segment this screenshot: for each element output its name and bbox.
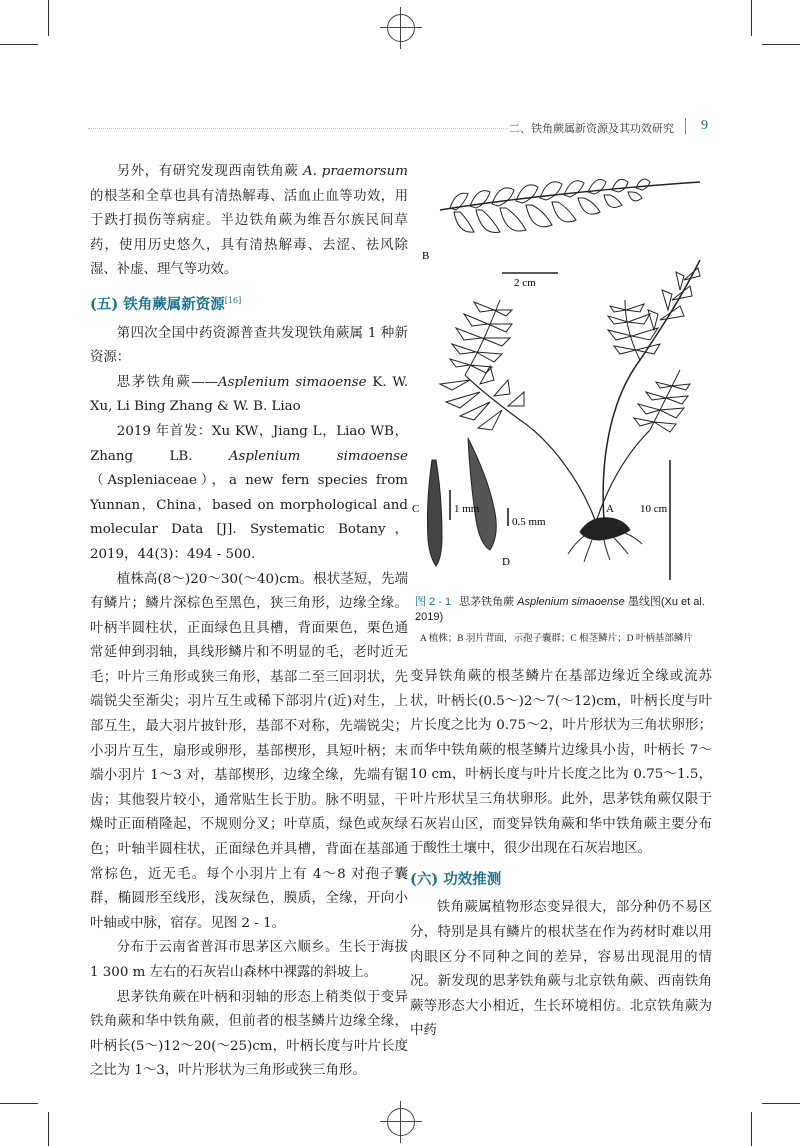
header-separator: [685, 118, 686, 134]
scale-label-1mm: 1 mm: [454, 503, 480, 515]
scale-label-2cm: 2 cm: [514, 277, 536, 289]
latin-name: Asplenium simaoense: [218, 374, 367, 390]
figure-label-d: D: [502, 556, 510, 568]
reference-paragraph: 2019 年首发：Xu KW，Jiang L，Liao WB，Zhang LB. Asplenium simaoense（Aspleniaceae），a new fern species from Yunnan，China，based on morphological and molecular Data [J]. Systematic Botany，2019，44(3)：494 - 500.: [90, 423, 408, 562]
paragraph-efficacy: 铁角蕨属植物形态变异很大，部分种仍不易区分，特别是具有鳞片的根状茎在作为药材时难以用肉眼区分不同种之间的差异，容易出现混用的情况。新发现的思茅铁角蕨与北京铁角蕨、西南铁角蕨等形态大小相近，生长环境相仿。北京铁角蕨为中药: [410, 900, 712, 1039]
figure-caption: 图 2 - 1 思茅铁角蕨 Asplenium simaoense 墨线图(Xu et al. 2019): [415, 596, 705, 623]
section-heading-5: (五) 铁角蕨属新资源[16]: [90, 295, 242, 313]
page-number: 9: [701, 118, 708, 133]
paragraph-description: 植株高(8～)20～30(～40)cm。根状茎短，先端有鳞片；鳞片深棕色至黑色，狭三角形，边缘全缘。叶柄半圆柱状，正面绿色且具槽，背面栗色，栗色通常延伸到羽轴，具线形鳞片和不明显的毛，老时近无毛；叶片三角形或狭三角形，基部二至三回羽状，先端锐尖至渐尖；羽片互生或稀下部羽片(近)对生，上部互生，最大羽片披针形，基部不对称，先端锐尖；小羽片互生，扇形或卵形，基部楔形，具短叶柄；末端小羽片 1～3 对，基部楔形，边缘全缘，先端有锯齿；其他裂片较小，通常贴生长于肋。脉不明显，干燥时正面稍隆起，不规则分叉；叶草质，绿色或灰绿色；叶轴半圆柱状，正面绿色并具槽，背面在基部通常棕色，近无毛。每个小羽片上有 4～8 对孢子囊群，椭圆形至线形，浅灰绿色，膜质，全缘，开向小叶轴或中脉，宿存。见图 2 - 1。: [90, 571, 408, 931]
scale-label-10cm: 10 cm: [640, 503, 668, 515]
crop-mark: [48, 1112, 49, 1146]
crop-mark: [751, 0, 752, 36]
paragraph-new-resource: 第四次全国中药资源普查共发现铁角蕨属 1 种新资源：: [90, 325, 408, 366]
figure-label-c: C: [412, 503, 420, 515]
registration-mark-icon: [387, 14, 415, 42]
scale-label-05mm: 0.5 mm: [512, 516, 546, 528]
running-header: [88, 118, 714, 138]
right-column: [410, 665, 712, 1044]
figure-fern-line-drawing: [410, 160, 712, 630]
figure-number: 图 2 - 1: [415, 596, 452, 608]
header-rule: [88, 128, 508, 129]
latin-name: A. praemorsum: [303, 164, 408, 179]
latin-name: Asplenium simaoense: [517, 596, 625, 608]
species-name-line: 思茅铁角蕨——Asplenium simaoense K. W. Xu, Li Bing Zhang & W. B. Liao: [90, 374, 409, 415]
crop-mark: [751, 1112, 752, 1146]
paragraph-comparison: 思茅铁角蕨在叶柄和羽轴的形态上稍类似于变异铁角蕨和华中铁角蕨，但前者的根茎鳞片边缘全缘，叶柄长(5～)12～20(～25)cm，叶柄长度与叶片长度之比为 1～3，叶片形状为三角形或狭三角形。: [90, 989, 408, 1079]
crop-mark: [762, 1103, 800, 1104]
paragraph-distribution: 分布于云南省普洱市思茅区六顺乡。生长于海拔 1 300 m 左右的石灰岩山森林中裸露的斜坡上。: [90, 940, 408, 980]
figure-subcaption: A 植株；B 羽片背面，示孢子囊群；C 根茎鳞片；D 叶柄基部鳞片: [420, 634, 693, 644]
figure-label-b: B: [422, 250, 430, 262]
left-column: [90, 160, 408, 1084]
latin-name: Asplenium simaoense: [228, 448, 408, 464]
crop-mark: [0, 44, 38, 45]
crop-mark: [48, 0, 49, 36]
paragraph-comparison-continued: 变异铁角蕨的根茎鳞片在基部边缘近全缘或流苏状，叶柄长(0.5～)2～7(～12)cm，叶柄长度与叶片长度之比为 0.75～2，叶片形状为三角状卵形；而华中铁角蕨的根茎鳞片边缘具小齿，叶柄长 7～10 cm，叶柄长度与叶片长度之比为 0.75～1.5，叶片形状呈三角状卵形。此外，思茅铁角蕨仅限于石灰岩山区，而变异铁角蕨和华中铁角蕨主要分布于酸性土壤中，很少出现在石灰岩地区。: [410, 669, 712, 857]
crop-mark: [0, 1103, 38, 1104]
paragraph-intro: 另外，有研究发现西南铁角蕨 A. praemorsum 的根茎和全草也具有清热解毒、活血止血等功效，用于跌打损伤等病症。半边铁角蕨为维吾尔族民间草药，使用历史悠久，具有清热解毒、去涩、祛风除湿、补虚、理气等功效。: [90, 164, 408, 278]
registration-mark-icon: [387, 1108, 415, 1136]
crop-mark: [762, 44, 800, 45]
citation-ref: [16]: [224, 295, 242, 305]
header-section-title: 二、铁角蕨属新资源及其功效研究: [509, 123, 674, 135]
fern-illustration: [410, 160, 712, 590]
section-heading-6: (六) 功效推测: [410, 870, 502, 888]
figure-label-a: A: [606, 503, 614, 515]
